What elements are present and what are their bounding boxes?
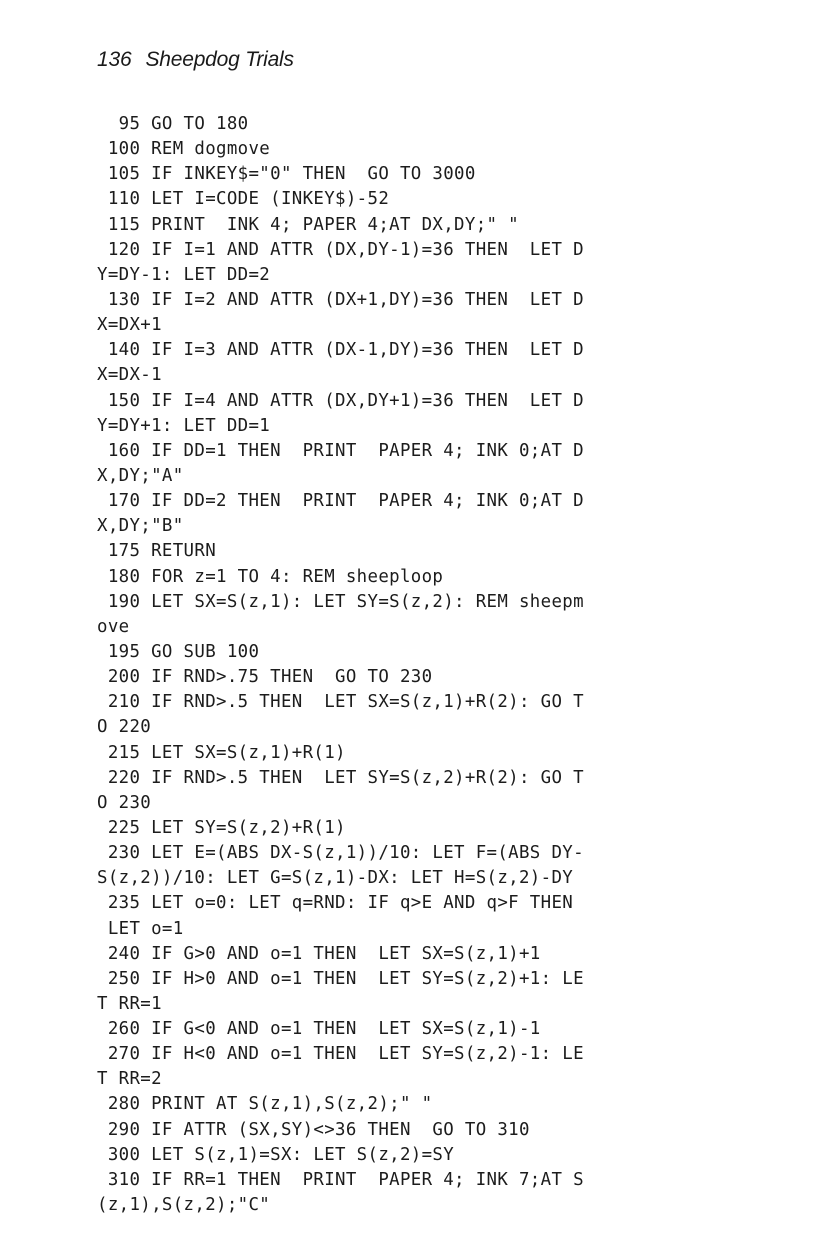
code-line-continuation: X=DX+1: [97, 315, 162, 336]
code-line-continuation: T RR=1: [97, 993, 162, 1014]
code-line-continuation: (z,1),S(z,2);"C": [97, 1195, 271, 1216]
code-line: 195 GO SUB 100: [97, 641, 260, 662]
running-header: [97, 48, 294, 72]
code-line-continuation: X,DY;"B": [97, 516, 184, 537]
code-line: 175 RETURN: [97, 541, 217, 562]
code-line: 110 LET I=CODE (INKEY$)-52: [97, 189, 390, 210]
code-line: 160 IF DD=1 THEN PRINT PAPER 4; INK 0;AT D: [97, 440, 584, 461]
code-line: 250 IF H>0 AND o=1 THEN LET SY=S(z,2)+1: LE: [97, 968, 584, 989]
code-line: 300 LET S(z,1)=SX: LET S(z,2)=SY: [97, 1144, 455, 1165]
code-line-continuation: T RR=2: [97, 1069, 162, 1090]
code-line: 270 IF H<0 AND o=1 THEN LET SY=S(z,2)-1: LE: [97, 1044, 584, 1065]
code-line: 220 IF RND>.5 THEN LET SY=S(z,2)+R(2): GO T: [97, 767, 584, 788]
code-line: 140 IF I=3 AND ATTR (DX-1,DY)=36 THEN LET D: [97, 340, 584, 361]
code-line: 280 PRINT AT S(z,1),S(z,2);" ": [97, 1094, 433, 1115]
code-line: 180 FOR z=1 TO 4: REM sheeploop: [97, 566, 444, 587]
code-line: 290 IF ATTR (SX,SY)<>36 THEN GO TO 310: [97, 1119, 530, 1140]
code-line-continuation: ove: [97, 616, 130, 637]
code-line-continuation: Y=DY+1: LET DD=1: [97, 415, 271, 436]
code-line: 230 LET E=(ABS DX-S(z,1))/10: LET F=(ABS DY-: [97, 843, 584, 864]
code-line: 210 IF RND>.5 THEN LET SX=S(z,1)+R(2): GO T: [97, 692, 584, 713]
code-line: 310 IF RR=1 THEN PRINT PAPER 4; INK 7;AT S: [97, 1169, 584, 1190]
code-line: 105 IF INKEY$="0" THEN GO TO 3000: [97, 164, 476, 185]
code-line: 240 IF G>0 AND o=1 THEN LET SX=S(z,1)+1: [97, 943, 541, 964]
code-line-continuation: Y=DY-1: LET DD=2: [97, 264, 271, 285]
code-line: 225 LET SY=S(z,2)+R(1): [97, 817, 346, 838]
code-line: 215 LET SX=S(z,1)+R(1): [97, 742, 346, 763]
code-line: 120 IF I=1 AND ATTR (DX,DY-1)=36 THEN LET D: [97, 239, 584, 260]
code-line: 115 PRINT INK 4; PAPER 4;AT DX,DY;" ": [97, 214, 519, 235]
code-line: 260 IF G<0 AND o=1 THEN LET SX=S(z,1)-1: [97, 1019, 541, 1040]
code-line: 100 REM dogmove: [97, 139, 271, 160]
code-line: 130 IF I=2 AND ATTR (DX+1,DY)=36 THEN LET D: [97, 289, 584, 310]
code-line: 190 LET SX=S(z,1): LET SY=S(z,2): REM sheepm: [97, 591, 584, 612]
code-line: 150 IF I=4 AND ATTR (DX,DY+1)=36 THEN LET D: [97, 390, 584, 411]
code-line: 235 LET o=0: LET q=RND: IF q>E AND q>F THEN: [97, 893, 574, 914]
code-line-continuation: LET o=1: [97, 918, 184, 939]
basic-program-listing: [97, 112, 737, 1218]
code-line: 170 IF DD=2 THEN PRINT PAPER 4; INK 0;AT D: [97, 491, 584, 512]
page-number: 136: [97, 48, 132, 71]
code-line: 95 GO TO 180: [97, 114, 249, 134]
code-line-continuation: O 220: [97, 717, 152, 738]
book-title: Sheepdog Trials: [145, 48, 294, 71]
code-line-continuation: O 230: [97, 792, 152, 813]
code-line-continuation: X=DX-1: [97, 365, 162, 386]
code-line-continuation: S(z,2))/10: LET G=S(z,1)-DX: LET H=S(z,2)-DY: [97, 868, 574, 889]
code-line: 200 IF RND>.75 THEN GO TO 230: [97, 667, 433, 688]
code-line-continuation: X,DY;"A": [97, 465, 184, 486]
